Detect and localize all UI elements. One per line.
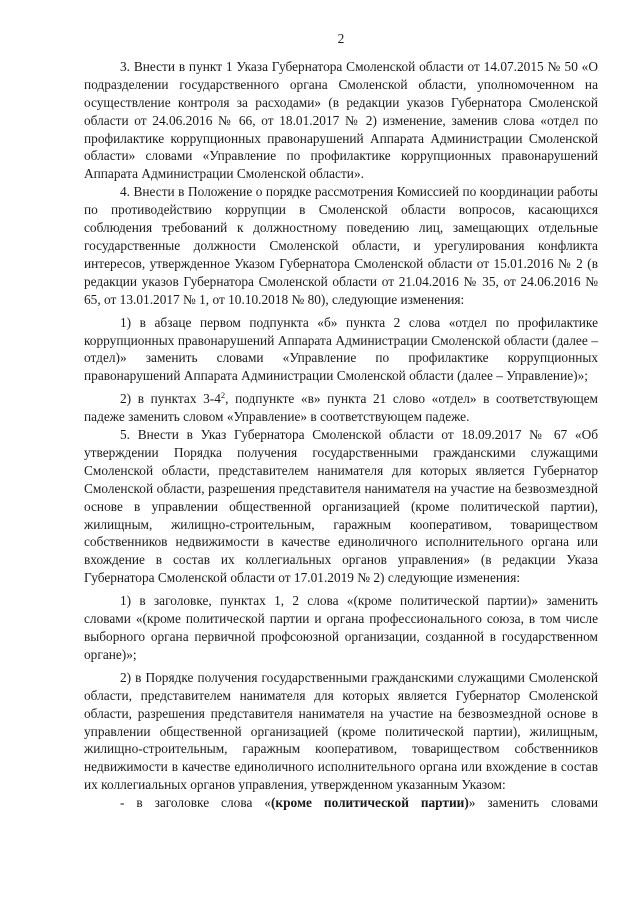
page-number: 2 [337, 31, 345, 46]
paragraph-item-5-subitem-1: 1) в заголовке, пунктах 1, 2 слова «(кроме политической партии)» заменить словами «(кроме политической партии и органа профессионального союза, в том числе выборного органа первичной профсоюзной организации, созданной в государственном органе)»; [84, 593, 598, 662]
paragraph-item-5-subitem-2-dash [84, 794, 598, 812]
superscript-index: 2 [220, 390, 226, 401]
subitem-2-text-before: 2) в пунктах 3-4 [120, 391, 221, 407]
paragraph-item-3: 3. Внести в пункт 1 Указа Губернатора Смоленской области от 14.07.2015 № 50 «О подразделении государственного органа Смоленской области, уполномоченном на осуществление контроля за расходами» (в редакции указов Губернатора Смоленской области от 24.06.2016 № 66, от 18.01.2017 № 2) изменение, заменив слова «отдел по профилактике коррупционных правонарушений Аппарата Администрации Смоленской области» словами «Управление по профилактике коррупционных правонарушений Аппарата Администрации Смоленской области». [84, 58, 598, 182]
paragraph-item-4: 4. Внести в Положение о порядке рассмотрения Комиссией по координации работы по противодействию коррупции в Смоленской области вопросов, касающихся соблюдения требований к должностному поведению лиц, замещающих отдельные государственные должности Смоленской области, и урегулирования конфликта интересов, утвержденное Указом Губернатора Смоленской области от 15.01.2016 № 2 (в редакции указов Губернатора Смоленской области от 21.04.2016 № 35, от 24.06.2016 № 65, от 13.01.2017 № 1, от 10.10.2018 № 80), следующие изменения: [84, 184, 598, 307]
dash-item-text-before: - в заголовке слова « [120, 795, 271, 811]
paragraph-item-5: 5. Внести в Указ Губернатора Смоленской области от 18.09.2017 № 67 «Об утверждении Порядка получения государственными гражданскими служащими Смоленской области, представителем нанимателя для которых является Губернатор Смоленской области, разрешения представителя нанимателя на участие на безвозмездной основе в управлении общественной организацией (кроме политической партии), жилищным, жилищно-строительным, гаражным кооперативом, товариществом собственников недвижимости в качестве единоличного исполнительного органа или вхождение в состав их коллегиальных органов управления» (в редакции Указа Губернатора Смоленской области от 17.01.2019 № 2) следующие изменения: [84, 427, 598, 586]
subitem-2-text-after: , подпункте «в» пункта 21 слово «отдел» в соответствующем падеже заменить словом «Управление» в соответствующем падеже. [84, 391, 598, 425]
paragraph-item-5-subitem-2: 2) в Порядке получения государственными гражданскими служащими Смоленской области, представителем нанимателя для которых является Губернатор Смоленской области, разрешения представителя нанимателя на участие на безвозмездной основе в управлении общественной организацией (кроме политической партии), жилищным, жилищно-строительным, гаражным кооперативом, товариществом собственников недвижимости в качестве единоличного исполнительного органа или вхождение в состав их коллегиальных органов управления, утвержденном указанным Указом: [84, 669, 598, 793]
dash-item-bold-phrase: (кроме политической партии) [270, 795, 469, 811]
paragraph-item-4-subitem-2 [84, 390, 598, 426]
paragraph-item-4-subitem-1: 1) в абзаце первом подпункта «б» пункта 2 слова «отдел по профилактике коррупционных правонарушений Аппарата Администрации Смоленской области (далее – отдел)» заменить словами «Управление по профилактике коррупционных правонарушений Аппарата Администрации Смоленской области (далее – Управление)»; [84, 314, 598, 384]
document-page [84, 30, 598, 812]
dash-item-text-after: » заменить словами [468, 795, 598, 811]
